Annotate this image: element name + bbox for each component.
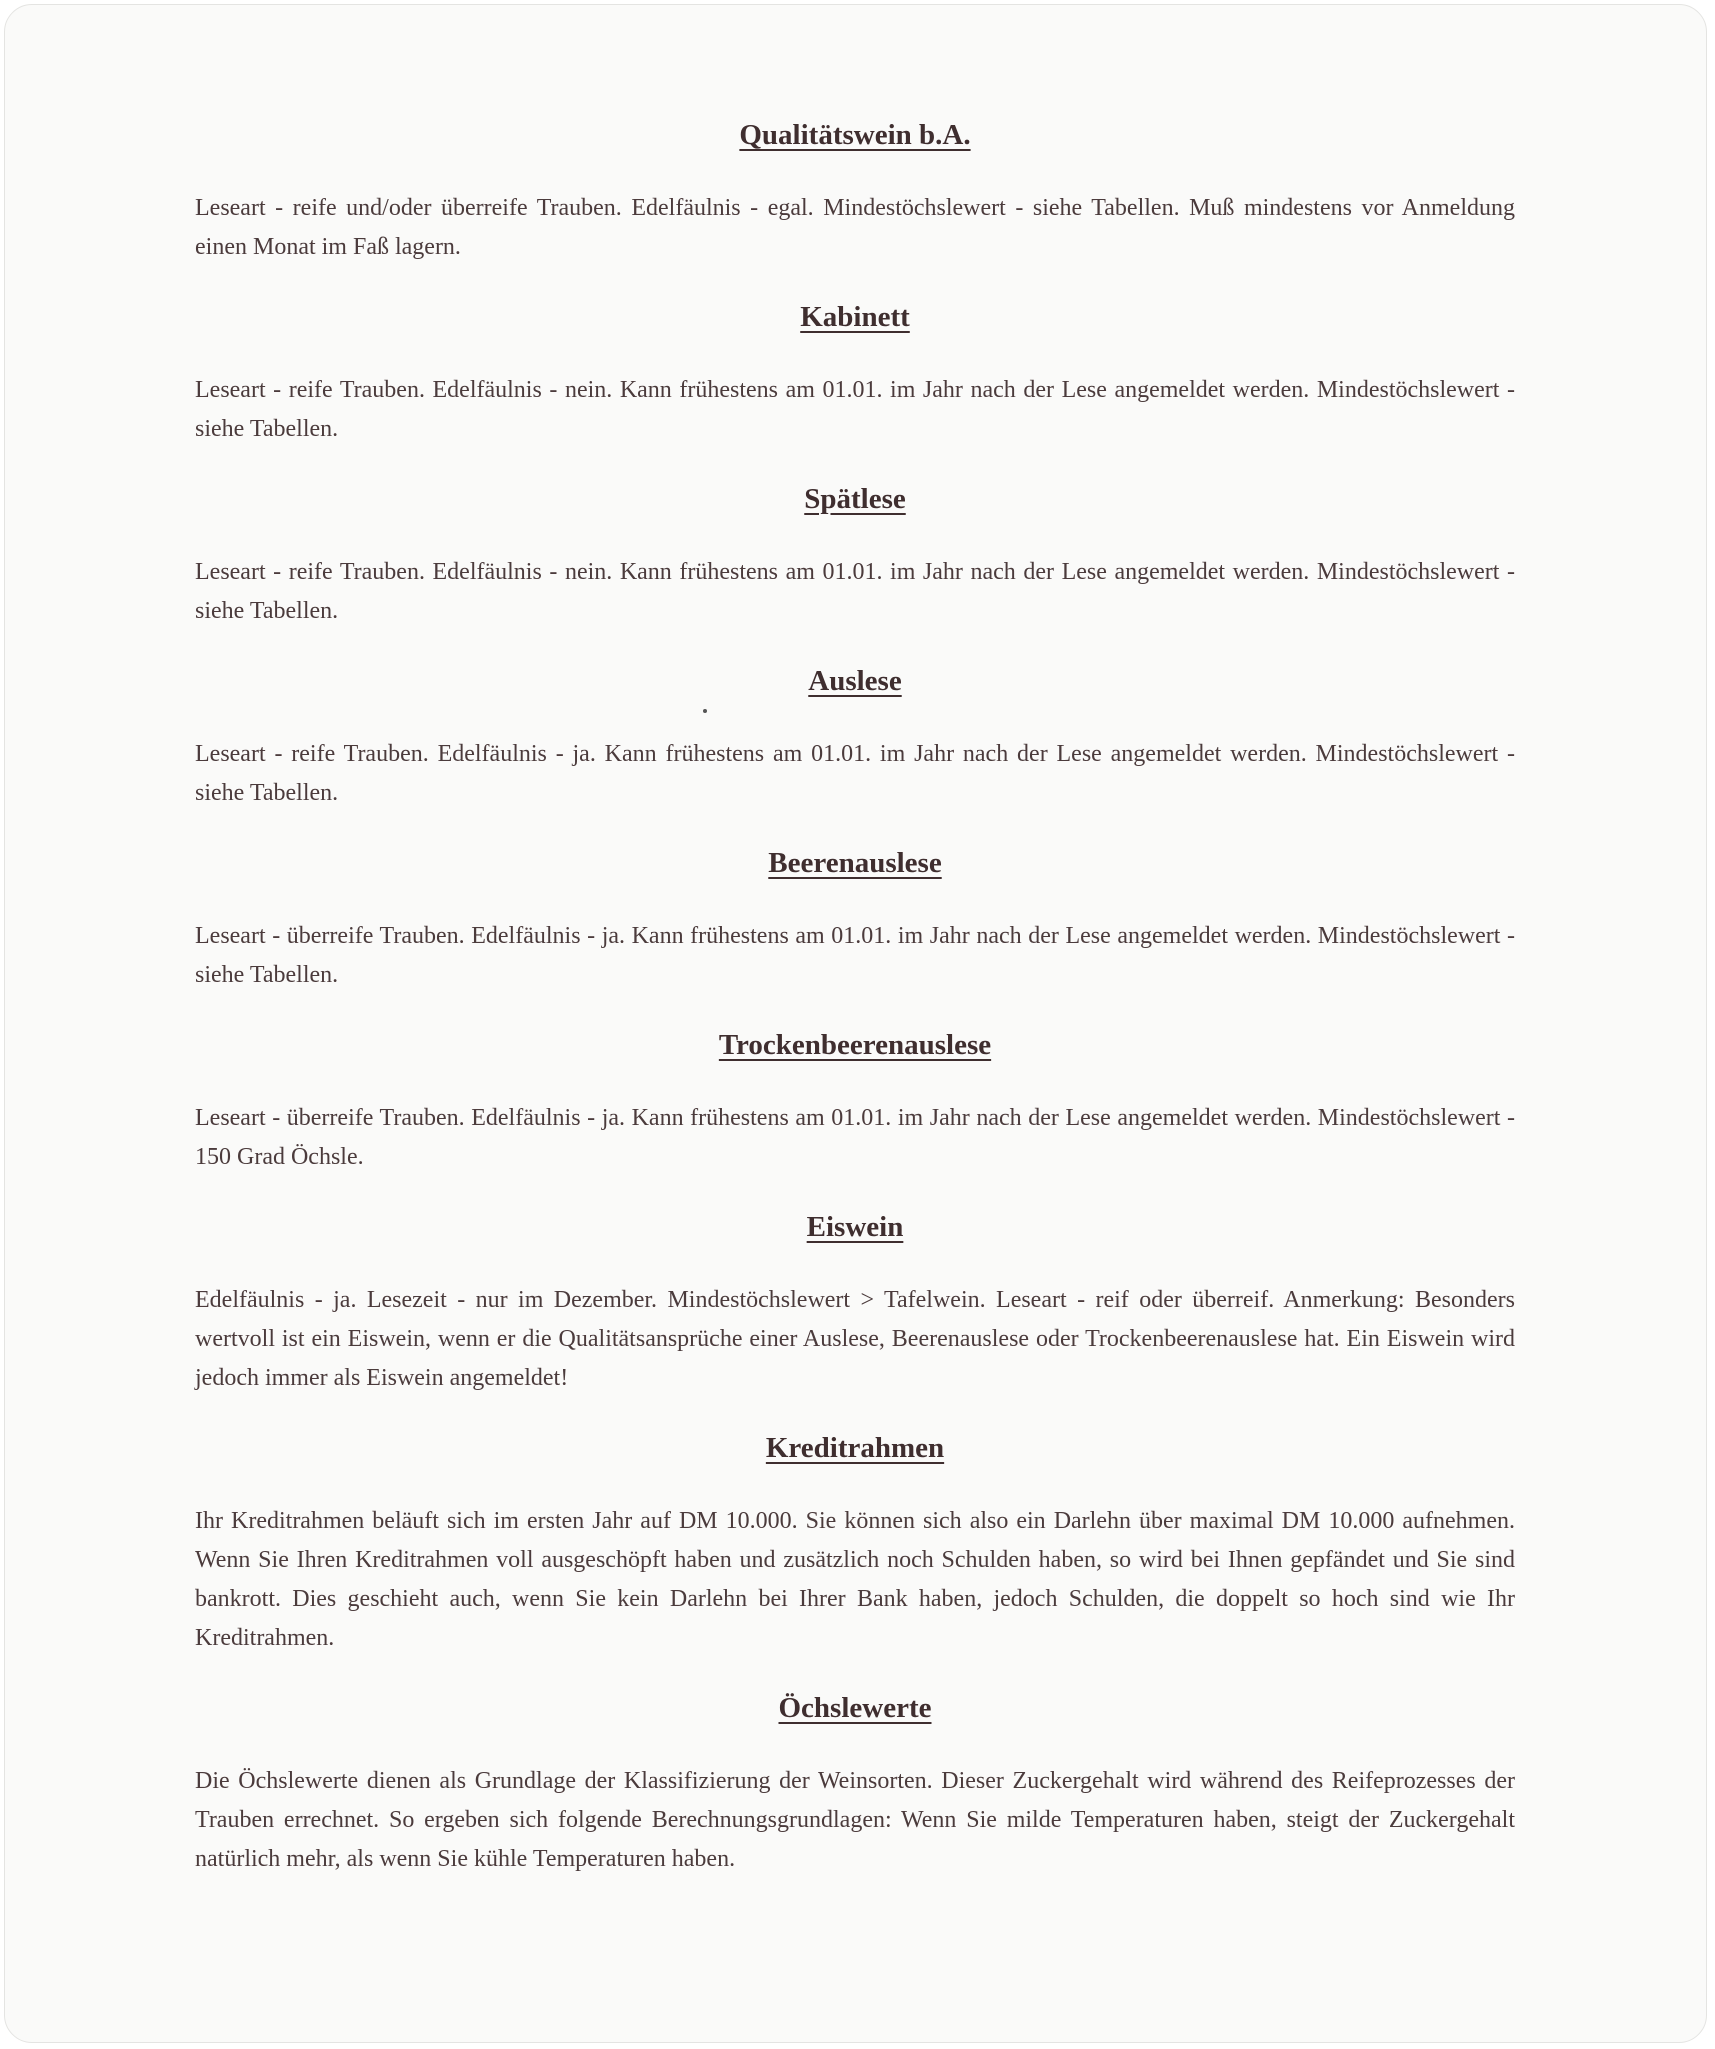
section-auslese [195, 663, 1515, 813]
section-heading: Kreditrahmen [765, 1432, 945, 1464]
section-heading: Spätlese [804, 483, 906, 515]
section-text: Edelfäulnis - ja. Lesezeit - nur im Dezember. Mindestöchslewert > Tafelwein. Leseart - reif oder überreif. Anmerkung: Besonders wertvoll ist ein Eiswein, wenn er die Qualitätsansprüche einer Auslese, Beerenauslese oder Trockenbeerenauslese hat. Ein Eiswein wird jedoch immer als Eiswein angemeldet! [195, 1287, 1515, 1391]
section-text: Leseart - reife und/oder überreife Trauben. Edelfäulnis - egal. Mindestöchslewert - siehe Tabellen. Muß mindestens vor Anmeldung einen Monat im Faß lagern. [195, 195, 1515, 260]
section-spaetlese [195, 481, 1515, 631]
document-content [195, 117, 1515, 1911]
section-oechslewerte [195, 1690, 1515, 1879]
section-trockenbeerenauslese [195, 1027, 1515, 1177]
section-text: Leseart - überreife Trauben. Edelfäulnis - ja. Kann frühestens am 01.01. im Jahr nach der Lese angemeldet werden. Mindestöchslewert - 150 Grad Öchsle. [195, 1105, 1515, 1170]
section-kabinett [195, 299, 1515, 449]
section-text: Ihr Kreditrahmen beläuft sich im ersten Jahr auf DM 10.000. Sie können sich also ein Darlehn über maximal DM 10.000 aufnehmen. Wenn Sie Ihren Kreditrahmen voll ausgeschöpft haben und zusätzlich noch Schulden haben, so wird bei Ihnen gepfändet und Sie sind bankrott. Dies geschieht auch, wenn Sie kein Darlehn bei Ihrer Bank haben, jedoch Schulden, die doppelt so hoch sind wie Ihr Kreditrahmen. [195, 1508, 1515, 1651]
section-heading: Auslese [808, 665, 902, 697]
section-heading: Beerenauslese [768, 847, 942, 879]
section-kreditrahmen [195, 1430, 1515, 1658]
section-text: Leseart - überreife Trauben. Edelfäulnis - ja. Kann frühestens am 01.01. im Jahr nach der Lese angemeldet werden. Mindestöchslewert - siehe Tabellen. [195, 923, 1515, 988]
section-qualitaetswein [195, 117, 1515, 267]
section-text: Leseart - reife Trauben. Edelfäulnis - nein. Kann frühestens am 01.01. im Jahr nach der Lese angemeldet werden. Mindestöchslewert - siehe Tabellen. [195, 559, 1515, 624]
section-heading: Trockenbeerenauslese [718, 1029, 992, 1061]
section-eiswein [195, 1209, 1515, 1398]
section-heading: Kabinett [800, 301, 910, 333]
section-text: Die Öchslewerte dienen als Grundlage der Klassifizierung der Weinsorten. Dieser Zuckergehalt wird während des Reifeprozesses der Trauben errechnet. So ergeben sich folgende Berechnungsgrundlagen: Wenn Sie milde Temperaturen haben, steigt der Zuckergehalt natürlich mehr, als wenn Sie kühle Temperaturen haben. [195, 1768, 1515, 1872]
paper-speck [703, 709, 707, 713]
section-heading: Eiswein [806, 1211, 904, 1243]
section-text: Leseart - reife Trauben. Edelfäulnis - nein. Kann frühestens am 01.01. im Jahr nach der Lese angemeldet werden. Mindestöchslewert - siehe Tabellen. [195, 377, 1515, 442]
document-page [4, 4, 1707, 2043]
section-heading: Öchslewerte [778, 1692, 932, 1724]
section-heading: Qualitätswein b.A. [739, 119, 971, 151]
section-text: Leseart - reife Trauben. Edelfäulnis - ja. Kann frühestens am 01.01. im Jahr nach der Lese angemeldet werden. Mindestöchslewert - siehe Tabellen. [195, 741, 1515, 806]
section-beerenauslese [195, 845, 1515, 995]
